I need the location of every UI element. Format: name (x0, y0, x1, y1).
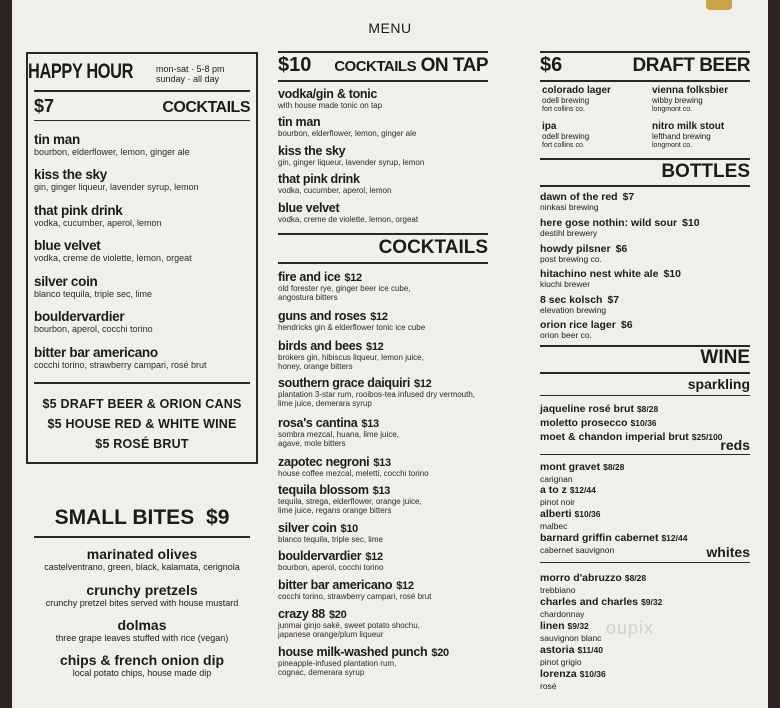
divider (540, 454, 750, 455)
item-desc: local potato chips, house made dip (72, 668, 212, 678)
item-desc: blanco tequila, triple sec, lime (34, 289, 153, 299)
wine-name-row (540, 620, 589, 632)
item-name: chips & french onion dip (59, 652, 225, 668)
bottle-name: hitachino nest white ale (540, 268, 659, 280)
item-desc: cocchi torino, strawberry campari, rosé brut (34, 360, 207, 370)
item-name (278, 578, 431, 592)
divider (34, 120, 250, 121)
cocktail-name: rosa's cantina (278, 416, 358, 430)
list-item (34, 309, 153, 334)
wine-price: $8/28 (603, 462, 625, 472)
item-desc: three grape leaves stuffed with rice (vegan) (55, 633, 229, 643)
cocktail-name: guns and roses (278, 309, 367, 323)
item-desc: brokers gin, hibiscus liqueur, lemon juice, (278, 353, 424, 362)
cocktail-price: $20 (328, 609, 347, 621)
wine-name: linen (540, 620, 565, 632)
item-desc: lime juice, regans orange bitters (278, 506, 392, 515)
small-bites-price: $9 (206, 506, 230, 529)
item-desc: agave, mole bitters (278, 439, 346, 448)
list-item (278, 416, 399, 448)
item-desc: plantation 3-star rum, rooibos-tea infused dry vermouth, (278, 390, 475, 399)
beer-place: fort collins co. (542, 142, 585, 149)
list-item (278, 172, 391, 195)
beer-name: colorado lager (542, 85, 611, 96)
cocktails-title: COCKTAILS (378, 237, 488, 258)
list-item (278, 270, 411, 302)
list-item (278, 549, 383, 572)
hh-cocktails-header (34, 96, 250, 117)
wine-price: $10/36 (579, 669, 606, 679)
reds-title: reds (720, 437, 750, 453)
list-item (278, 376, 475, 408)
list-item (540, 268, 681, 289)
wine-title: WINE (700, 347, 750, 368)
cocktail-price: $13 (372, 485, 391, 497)
divider (540, 562, 750, 563)
beer-brewery: wibby brewing (652, 96, 703, 105)
cocktail-price: $13 (361, 418, 379, 430)
beer-place: longmont co. (652, 142, 693, 149)
list-item (542, 121, 589, 150)
cocktail-name: southern grace daiquiri (278, 376, 411, 390)
beer-brewery: lefthand brewing (652, 132, 711, 141)
item-name: that pink drink (34, 203, 123, 218)
wine-price: $11/40 (577, 645, 603, 655)
list-item (278, 339, 424, 371)
list-item (278, 87, 382, 110)
list-item (540, 568, 646, 595)
cocktail-name: silver coin (278, 521, 337, 535)
beer-place: fort collins co. (542, 106, 585, 113)
list-item (540, 664, 606, 691)
divider (34, 382, 250, 384)
list-item (278, 201, 418, 224)
item-name: crunchy pretzels (86, 582, 198, 598)
list-item (540, 640, 603, 667)
item-name (278, 309, 425, 323)
wine-price: $12/44 (569, 485, 596, 495)
bottle-name: 8 sec kolsch (540, 294, 603, 306)
bottle-brewery: orion beer co. (540, 330, 592, 340)
cocktail-price: $10 (340, 523, 358, 535)
wine-name: moet & chandon imperial brut (540, 431, 689, 443)
wine-name: a to z (540, 484, 567, 496)
wine-grape: pinot grigio (540, 657, 582, 667)
list-item (540, 480, 596, 507)
happy-hour-days: mon-sat · 5-8 pm (156, 64, 225, 74)
item-desc: vodka, creme de violette, lemon, orgeat (278, 215, 419, 224)
item-desc: cognac, demerara syrup (278, 668, 365, 677)
item-name (278, 645, 449, 659)
cocktail-name: zapotec negroni (278, 455, 370, 469)
list-item (278, 309, 425, 332)
item-desc: honey, orange bitters (278, 362, 353, 371)
on-tap-header (278, 54, 488, 77)
item-desc: bourbon, elderflower, lemon, ginger ale (34, 147, 190, 157)
list-item (278, 455, 429, 478)
draft-beer-title: DRAFT BEER (632, 55, 750, 76)
cocktail-name: fire and ice (278, 270, 341, 284)
watermark: oupix (606, 618, 655, 638)
item-name (278, 270, 411, 284)
item-desc: bourbon, aperol, cocchi torino (278, 563, 384, 572)
list-item (278, 645, 449, 677)
on-tap-title-a: COCKTAILS (334, 58, 417, 75)
item-name: silver coin (34, 274, 98, 289)
divider (540, 372, 750, 374)
draft-beer-header (540, 54, 750, 77)
list-item (540, 191, 634, 212)
list-item (540, 592, 662, 619)
item-desc: vodka, cucumber, aperol, lemon (278, 186, 392, 195)
list-item (34, 132, 190, 157)
happy-hour-heading (28, 60, 163, 84)
bottle-price: $7 (622, 191, 635, 203)
small-bites-heading (34, 506, 250, 530)
wine-grape: cabernet sauvignon (540, 545, 615, 555)
list-item (34, 238, 192, 263)
bottle-price: $10 (682, 217, 700, 229)
bottle-brewery: ninkasi brewing (540, 202, 599, 212)
cocktail-price: $12 (366, 341, 384, 353)
beer-place: longmont co. (652, 106, 693, 113)
on-tap-title (334, 55, 488, 77)
bottle-name: here gose nothin: wild sour (540, 217, 678, 229)
wine-name-row (540, 596, 662, 608)
item-desc: vodka, cucumber, aperol, lemon (34, 218, 162, 228)
cocktail-name: bouldervardier (278, 549, 362, 563)
item-desc: pineapple-infused plantation rum, (278, 659, 397, 668)
cocktail-price: $13 (373, 457, 391, 469)
wine-name-row (540, 484, 596, 496)
wine-price: $10/36 (574, 509, 601, 519)
item-desc: junmai ginjo saké, sweet potato shochu, (278, 621, 420, 630)
list-item (652, 85, 728, 114)
list-item (540, 294, 619, 315)
wine-price: $9/32 (567, 621, 589, 631)
logo-tab (706, 0, 732, 10)
cocktail-name: bitter bar americano (278, 578, 393, 592)
item-desc: house coffee mezcal, meletti, cocchi torino (278, 469, 429, 478)
item-desc: vodka, creme de violette, lemon, orgeat (34, 253, 192, 263)
bottles-title: BOTTLES (661, 161, 750, 182)
special-line: $5 HOUSE RED & WHITE WINE (47, 417, 237, 431)
bottle-name: orion rice lager (540, 319, 616, 331)
item-desc: sombra mezcal, huana, lime juice, (278, 430, 399, 439)
bottle-price: $6 (615, 243, 628, 255)
list-item (278, 578, 431, 601)
list-item (34, 546, 250, 572)
wine-price: $25/100 (691, 432, 723, 442)
hh-price: $7 (34, 96, 55, 116)
item-desc: gin, ginger liqueur, lavender syrup, lemon (34, 182, 199, 192)
special-line: $5 DRAFT BEER & ORION CANS (42, 397, 242, 411)
list-item (540, 217, 700, 238)
cocktail-name: birds and bees (278, 339, 363, 353)
beer-name: vienna folksbier (652, 85, 729, 96)
happy-hour-title: HAPPY HOUR (28, 60, 134, 83)
wine-price: $10/36 (630, 418, 657, 428)
divider (278, 233, 488, 235)
item-name: blue velvet (34, 238, 101, 253)
item-desc: tequila, strega, elderflower, orange juice, (278, 497, 422, 506)
wine-grape: chardonnay (540, 609, 585, 619)
item-desc: bourbon, elderflower, lemon, ginger ale (278, 129, 417, 138)
item-name: kiss the sky (278, 144, 346, 158)
item-name (278, 339, 424, 353)
small-bites-title: SMALL BITES (54, 506, 195, 529)
divider (278, 80, 488, 82)
item-desc: japanese orange/plum liqueur (278, 630, 384, 639)
wine-grape: rosé (540, 681, 557, 691)
wine-price: $8/28 (624, 573, 647, 583)
wine-name-row (540, 508, 601, 520)
hh-section: COCKTAILS (162, 99, 250, 116)
list-item (540, 319, 633, 340)
wine-name: mont gravet (540, 461, 601, 473)
bottle-price: $7 (607, 294, 620, 306)
list-item (34, 582, 250, 608)
item-name: blue velvet (278, 201, 340, 215)
bottle-brewery: destihl brewery (540, 228, 598, 238)
wine-name: moletto prosecco (540, 417, 628, 429)
cocktail-price: $12 (414, 378, 432, 390)
item-name: tin man (278, 115, 321, 129)
wine-name: astoria (540, 644, 575, 656)
wine-grape: sauvignon blanc (540, 633, 602, 643)
divider (540, 395, 750, 396)
cocktail-price: $20 (431, 647, 449, 659)
wine-grape: trebbiano (540, 585, 576, 595)
bottle-brewery: kiuchi brewer (540, 279, 591, 289)
beer-name: ipa (542, 121, 557, 132)
wine-name-row (540, 668, 606, 680)
item-name: tin man (34, 132, 80, 147)
item-desc: with house made tonic on tap (278, 101, 383, 110)
sparkling-title: sparkling (687, 376, 750, 392)
item-name (278, 607, 420, 621)
draft-beer-price: $6 (540, 54, 563, 76)
beer-brewery: odell brewing (542, 96, 590, 105)
wine-name: alberti (540, 508, 572, 520)
wine-grape: carignan (540, 474, 573, 484)
bottle-name: dawn of the red (540, 191, 618, 203)
divider (278, 262, 488, 264)
wine-grape: pinot noir (540, 497, 575, 507)
list-item (34, 345, 207, 370)
on-tap-price: $10 (278, 54, 312, 76)
item-desc: lime juice, demerara syrup (278, 399, 372, 408)
wine-name-row (540, 461, 624, 473)
wine-name: jaqueline rosé brut (540, 403, 634, 415)
list-item (34, 203, 162, 228)
divider (34, 90, 250, 92)
cocktail-price: $12 (344, 272, 362, 284)
item-name (278, 521, 383, 535)
whites-title: whites (706, 544, 750, 560)
divider (540, 80, 750, 82)
item-name (278, 549, 383, 563)
wine-name: charles and charles (540, 596, 639, 608)
divider (540, 51, 750, 53)
item-desc: crunchy pretzel bites served with house mustard (45, 598, 239, 608)
wine-name: lorenza (540, 668, 577, 680)
bottle-price: $10 (663, 268, 681, 280)
cocktail-name: house milk-washed punch (278, 645, 428, 659)
item-desc: blanco tequila, triple sec, lime (278, 535, 383, 544)
on-tap-title-b: ON TAP (420, 55, 488, 76)
beer-name: nitro milk stout (652, 121, 725, 132)
bottle-brewery: post brewing co. (540, 254, 602, 264)
item-desc: old forester rye, ginger beer ice cube, (278, 284, 411, 293)
list-item (540, 504, 601, 531)
item-name: that pink drink (278, 172, 360, 186)
list-item (540, 616, 601, 643)
list-item (278, 521, 383, 544)
bottle-price: $6 (620, 319, 633, 331)
list-item (34, 167, 199, 192)
item-desc: cocchi torino, strawberry campari, rosé brut (278, 592, 432, 601)
cocktail-price: $12 (396, 580, 414, 592)
divider (278, 51, 488, 53)
cocktail-name: crazy 88 (278, 607, 325, 621)
list-item (542, 85, 611, 114)
divider (34, 536, 250, 538)
happy-hour-times (156, 64, 225, 84)
item-name: kiss the sky (34, 167, 107, 182)
menu-title: MENU (368, 20, 412, 36)
wine-name-row (540, 532, 687, 544)
item-name: bouldervardier (34, 309, 125, 324)
item-name (278, 455, 429, 469)
wine-name: morro d'abruzzo (540, 572, 622, 584)
divider (540, 185, 750, 187)
wine-price: $8/28 (636, 404, 659, 414)
cocktail-price: $12 (370, 311, 388, 323)
item-name (278, 376, 475, 390)
list-item (652, 121, 724, 150)
wine-name-row (540, 644, 603, 656)
item-desc: gin, ginger liqueur, lavender syrup, lemon (278, 158, 425, 167)
item-name (278, 483, 422, 497)
happy-hour-specials (28, 394, 256, 454)
wine-name: barnard griffin cabernet (540, 532, 659, 544)
item-name: dolmas (117, 617, 167, 633)
item-desc: castelventrano, green, black, kalamata, cerignola (44, 562, 240, 572)
wine-name-row (540, 572, 646, 584)
list-item (278, 144, 424, 167)
item-desc: bourbon, aperol, cocchi torino (34, 324, 153, 334)
special-line: $5 ROSÉ BRUT (95, 437, 189, 451)
list-item (278, 483, 422, 515)
happy-hour-sunday: sunday · all day (156, 74, 220, 84)
bottle-name: howdy pilsner (540, 243, 611, 255)
cocktail-name: tequila blossom (278, 483, 369, 497)
item-name: marinated olives (86, 546, 198, 562)
list-item (34, 652, 250, 678)
list-item (34, 617, 250, 643)
cocktail-price: $12 (365, 551, 383, 563)
wine-grape: malbec (540, 521, 568, 531)
divider (540, 158, 750, 160)
beer-brewery: odell brewing (542, 132, 590, 141)
list-item (34, 274, 152, 299)
item-name (278, 416, 399, 430)
wine-price: $9/32 (641, 597, 663, 607)
item-desc: hendricks gin & elderflower tonic ice cube (278, 323, 426, 332)
list-item (278, 115, 416, 138)
item-name: vodka/gin & tonic (278, 87, 378, 101)
wine-price: $12/44 (661, 533, 688, 543)
bottle-brewery: elevation brewing (540, 305, 607, 315)
list-item (540, 243, 627, 264)
item-desc: angostura bitters (278, 293, 338, 302)
list-item (278, 607, 420, 639)
item-name: bitter bar americano (34, 345, 158, 360)
